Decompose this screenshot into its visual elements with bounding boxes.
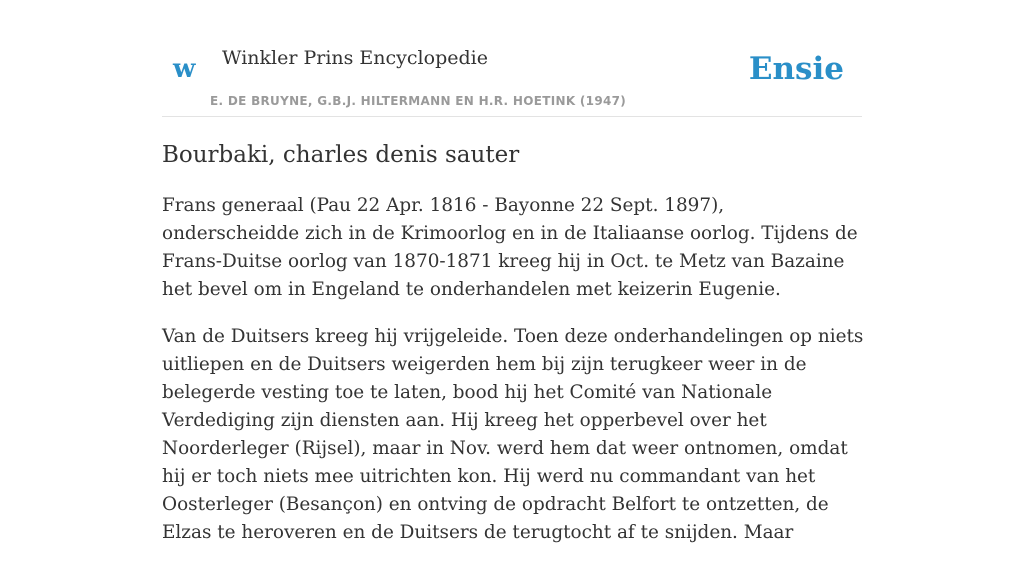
article-paragraph: Frans generaal (Pau 22 Apr. 1816 - Bayonne 22 Sept. 1897), onderscheidde zich in de Krimoorlog en in de Italiaanse oorlog. Tijdens de Frans-Duitse oorlog van 1870-1871 kreeg hij in Oct. te Metz van Bazaine het bevel om in Engeland te onderhandelen met keizerin Eugenie. [162, 195, 858, 300]
ensie-logo[interactable]: Ensie [748, 51, 844, 87]
article-body [162, 192, 864, 566]
article-paragraph: Van de Duitsers kreeg hij vrijgeleide. Toen deze onderhandelingen op niets uitliepen en de Duitsers weigerden hem bij zijn terugkeer weer in de belegerde vesting toe te laten, bood hij het Comité van Nationale Verdediging zijn diensten aan. Hij kreeg het opperbevel over het Noorderleger (Rijsel), maar in Nov. werd hem dat weer ontnomen, omdat hij er toch niets mee uitrichten kon. Hij werd nu commandant van het Oosterleger (Besançon) en ontving de opdracht Belfort te ontzetten, de Elzas te heroveren en de Duitsers de terugtocht af te snijden. Maar [162, 326, 864, 543]
source-title[interactable]: Winkler Prins Encyclopedie [222, 47, 488, 69]
winkler-prins-logo[interactable]: w [173, 54, 196, 84]
site-header [162, 0, 862, 117]
article-title: Bourbaki, charles denis sauter [162, 142, 520, 168]
source-authors: E. DE BRUYNE, G.B.J. HILTERMANN EN H.R. HOETINK (1947) [210, 94, 627, 108]
